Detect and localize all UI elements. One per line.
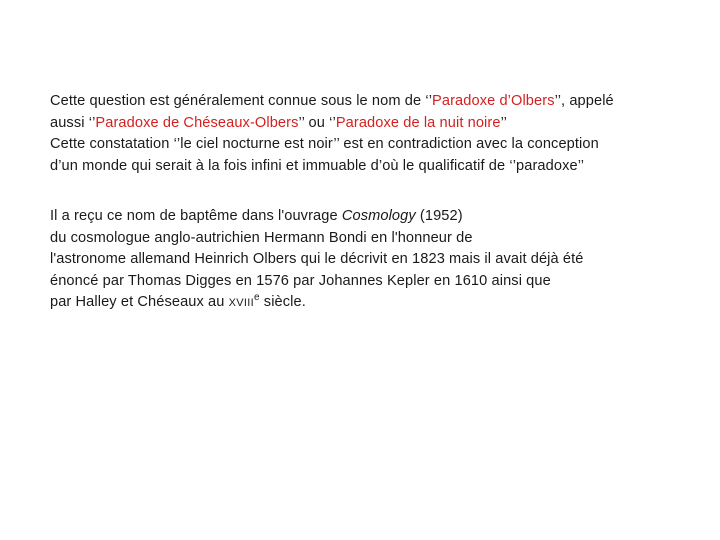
highlight-paradoxe-nuit-noire: Paradoxe de la nuit noire: [335, 114, 501, 131]
text-segment: Il a reçu ce nom de baptême dans l'ouvrage: [50, 208, 342, 224]
text-segment: siècle.: [259, 294, 306, 311]
paragraph-bondi-history: [50, 206, 690, 314]
text-segment: par Halley et Chéseaux au: [50, 294, 229, 311]
text-line: [50, 206, 690, 228]
highlight-paradoxe-olbers: Paradoxe d’Olbers: [432, 93, 555, 109]
text-line: [50, 113, 690, 135]
highlight-paradoxe-cheseaux-olbers: Paradoxe de Chéseaux-Olbers: [95, 114, 299, 131]
text-segment: ’’, appelé: [554, 93, 614, 109]
text-line: l'astronome allemand Heinrich Olbers qui le décrivit en 1823 mais il avait déjà été: [50, 251, 584, 268]
text-line: [50, 91, 690, 113]
book-title-cosmology: Cosmology: [341, 208, 416, 224]
text-line: d’un monde qui serait à la fois infini et immuable d’où le qualificatif de ‘’paradoxe’’: [50, 157, 585, 174]
text-segment: ’’ ou ‘’: [298, 114, 336, 131]
text-line: [50, 292, 690, 314]
text-segment: Cette question est généralement connue sous le nom de ‘’: [50, 93, 433, 109]
century-numeral: XVIII: [228, 297, 254, 310]
text-segment: (1952): [415, 208, 463, 224]
text-line: du cosmologue anglo-autrichien Hermann Bondi en l'honneur de: [50, 229, 473, 246]
paragraph-olbers-paradox: [50, 91, 690, 177]
text-line: Cette constatation ‘’le ciel nocturne est noir’’ est en contradiction avec la conception: [50, 136, 599, 153]
text-segment: aussi ‘’: [50, 114, 96, 131]
text-segment: ’’: [500, 114, 507, 131]
century-ordinal: e: [253, 292, 260, 304]
text-line: énoncé par Thomas Digges en 1576 par Johannes Kepler en 1610 ainsi que: [50, 272, 551, 289]
